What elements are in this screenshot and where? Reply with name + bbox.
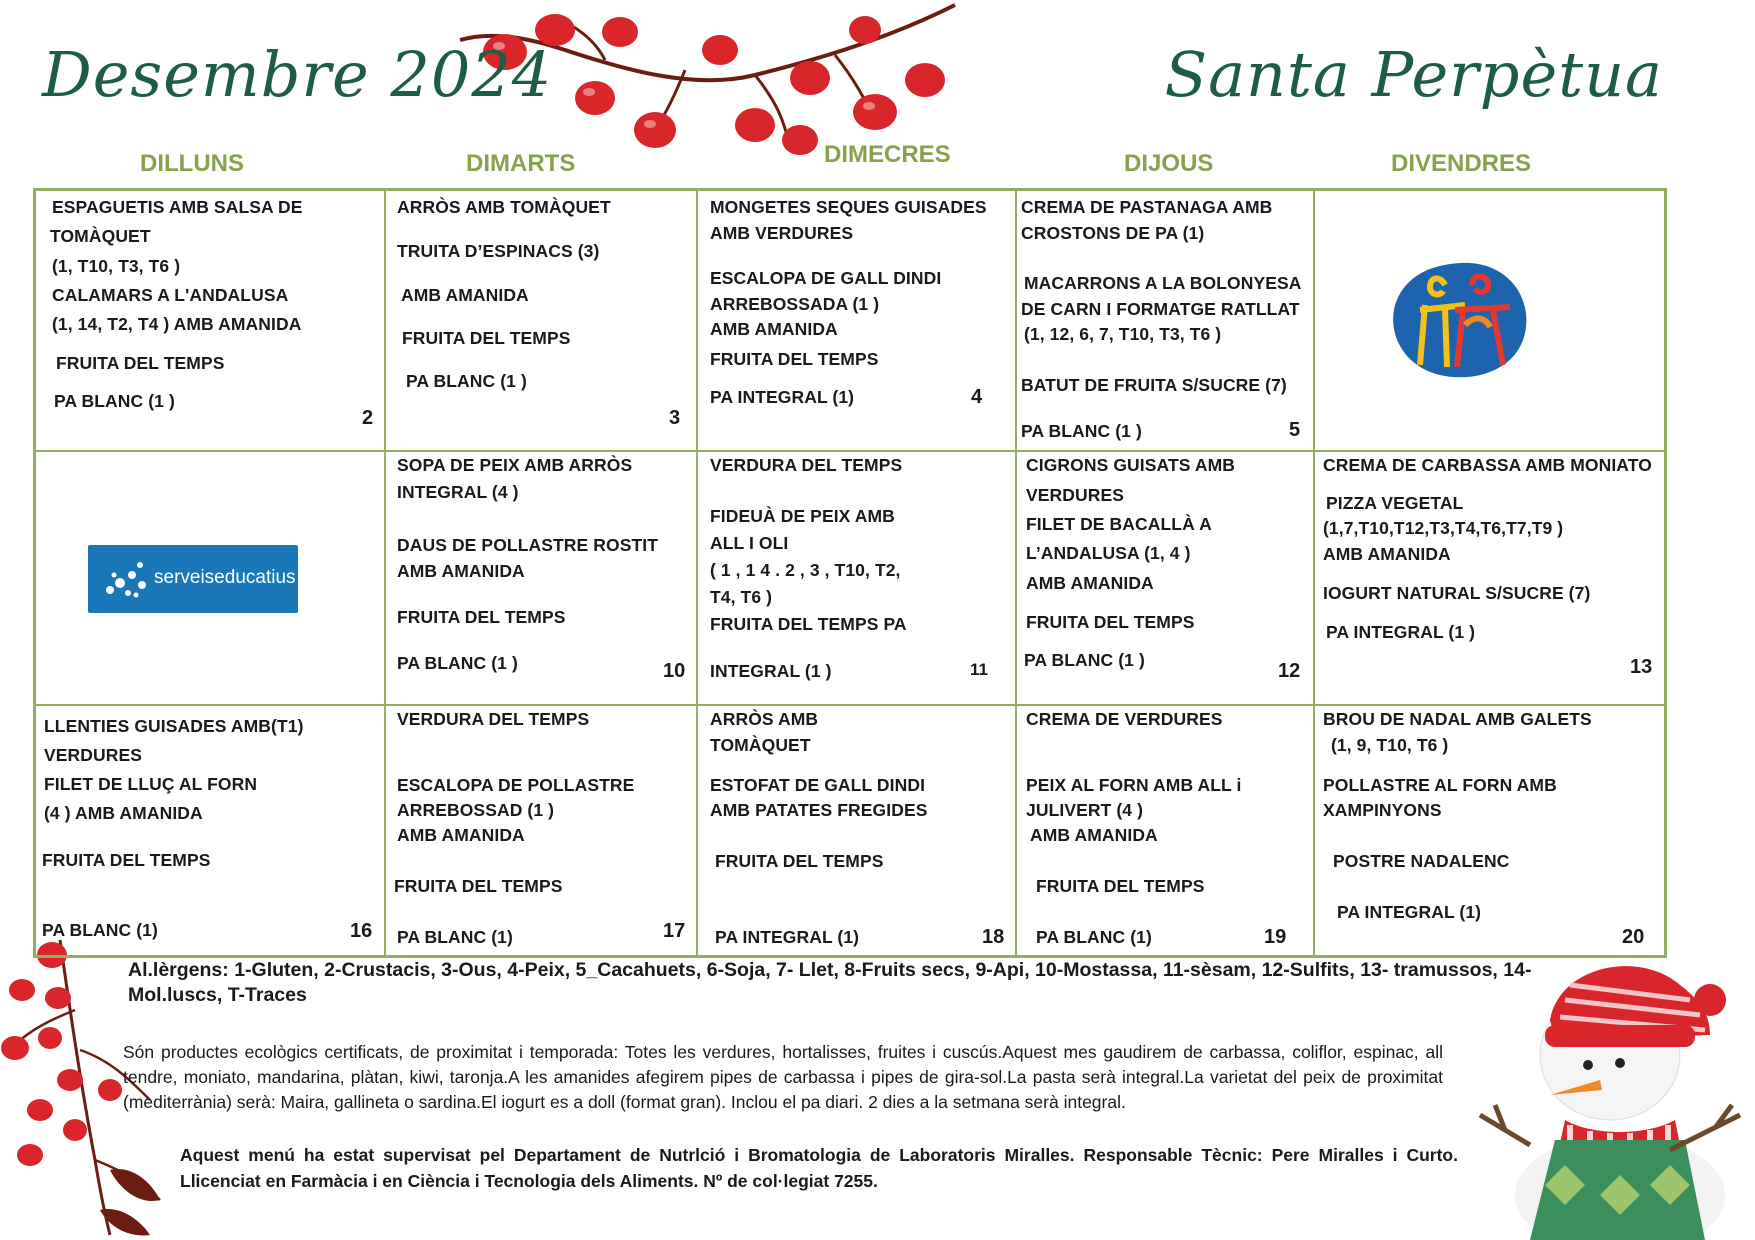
menu-line: FRUITA DEL TEMPS — [715, 851, 884, 871]
menu-line: (1, 14, T2, T4 ) AMB AMANIDA — [52, 314, 302, 334]
menu-line: ARRÒS AMB TOMÀQUET — [397, 197, 611, 217]
menu-line: ALL I OLI — [710, 533, 789, 553]
menu-line: PA INTEGRAL (1) — [710, 387, 855, 407]
menu-line: VERDURES — [1026, 485, 1125, 505]
day-number: 2 — [362, 407, 374, 429]
menu-line: CREMA DE PASTANAGA AMB — [1021, 197, 1273, 217]
menu-line: FRUITA DEL TEMPS — [1036, 876, 1205, 896]
day-header-friday: DIVENDRES — [1391, 150, 1532, 177]
day-number: 10 — [663, 660, 686, 682]
menu-line: FRUITA DEL TEMPS — [42, 850, 211, 870]
day-number: 16 — [350, 920, 373, 942]
school-logo — [1385, 255, 1535, 385]
day-header-monday: DILLUNS — [140, 150, 244, 177]
day-number: 3 — [669, 407, 681, 429]
menu-line: ESTOFAT DE GALL DINDI — [710, 775, 926, 795]
day-number: 13 — [1630, 656, 1653, 678]
menu-line: VERDURA DEL TEMPS — [397, 709, 590, 729]
menu-line: DAUS DE POLLASTRE ROSTIT — [397, 535, 659, 555]
menu-line: ESCALOPA DE POLLASTRE — [397, 775, 635, 795]
menu-line: IOGURT NATURAL S/SUCRE (7) — [1323, 583, 1591, 603]
menu-line: FILET DE LLUÇ AL FORN — [44, 774, 258, 794]
month-title: Desembre 2024 — [42, 38, 553, 111]
day-number: 5 — [1289, 419, 1301, 441]
menu-line: CIGRONS GUISATS AMB — [1026, 455, 1235, 475]
menu-line: PA INTEGRAL (1) — [715, 927, 860, 947]
menu-line: ESPAGUETIS AMB SALSA DE — [52, 197, 303, 217]
menu-line: AMB AMANIDA — [401, 285, 529, 305]
menu-line: ESCALOPA DE GALL DINDI — [710, 268, 942, 288]
eco-note: Són productes ecològics certificats, de proximitat i temporada: Totes les verdures, hortalisses, fruites i cuscús.Aquest mes gaudirem de carbassa, coliflor, espinac, all tendre, moniato, mandarina, plàtan, kiwi, taronja.A les amanides afegirem pipes de carbassa i pipes de gira-sol.La pasta serà integral.La varietat del peix de proximitat (mediterrània) serà: Maira, gallineta o sardina.El iogurt es a doll (format gran). Inclou el pa diari. 2 dies a la setmana serà integral. — [123, 1042, 1443, 1112]
menu-line: AMB PATATES FREGIDES — [710, 800, 928, 820]
menu-line: (1, 9, T10, T6 ) — [1331, 735, 1449, 755]
menu-line: FRUITA DEL TEMPS — [710, 349, 879, 369]
day-number: 19 — [1264, 926, 1287, 948]
day-number: 20 — [1622, 926, 1645, 948]
school-title: Santa Perpètua — [1164, 38, 1663, 111]
menu-line: AMB AMANIDA — [710, 319, 838, 339]
menu-line: (1,7,T10,T12,T3,T4,T6,T7,T9 ) — [1323, 518, 1564, 538]
menu-line: VERDURES — [44, 745, 143, 765]
day-number: 12 — [1278, 660, 1301, 682]
menu-line: FRUITA DEL TEMPS — [394, 876, 563, 896]
menu-line: PA BLANC (1 ) — [1021, 421, 1142, 441]
menu-line: DE CARN I FORMATGE RATLLAT — [1021, 299, 1300, 319]
menu-line: PIZZA VEGETAL — [1326, 493, 1464, 513]
menu-line: ARREBOSSADA (1 ) — [710, 294, 880, 314]
menu-line: CREMA DE CARBASSA AMB MONIATO — [1323, 455, 1652, 475]
serveis-educatius-logo — [88, 545, 298, 613]
menu-line: T4, T6 ) — [710, 587, 773, 607]
day-header-tuesday: DIMARTS — [466, 150, 576, 177]
menu-line: POLLASTRE AL FORN AMB — [1323, 775, 1557, 795]
menu-line: PA BLANC (1) — [397, 927, 513, 947]
day-number: 17 — [663, 920, 686, 942]
supervision-note: Aquest menú ha estat supervisat pel Departament de Nutrlció i Bromatologia de Laboratoris Miralles. Responsable Tècnic: Pere Miralles i Curto. Llicenciat en Farmàcia i en Ciència i Tecnologia dels Aliments. Nº de col·legiat 7255. — [180, 1145, 1458, 1191]
menu-line: AMB AMANIDA — [1323, 544, 1451, 564]
menu-line: PA BLANC (1) — [42, 920, 158, 940]
menu-line: FRUITA DEL TEMPS — [402, 328, 571, 348]
menu-line: AMB VERDURES — [710, 223, 854, 243]
menu-line: INTEGRAL (1 ) — [710, 661, 832, 681]
menu-line: MACARRONS A LA BOLONYESA — [1024, 273, 1302, 293]
allergens-legend: Al.lèrgens: 1-Gluten, 2-Crustacis, 3-Ous, 4-Peix, 5_Cacahuets, 6-Soja, 7- Llet, 8-Fruits secs, 9-Api, 10-Mostassa, 11-sèsam, 12-Sulfits, 13- tramussos, 14- Mol.luscs, T-Traces — [128, 959, 1532, 1006]
menu-line: CREMA DE VERDURES — [1026, 709, 1223, 729]
menu-line: PA BLANC (1 ) — [54, 391, 175, 411]
menu-line: BATUT DE FRUITA S/SUCRE (7) — [1021, 375, 1287, 395]
menu-line: FRUITA DEL TEMPS — [56, 353, 225, 373]
menu-line: BROU DE NADAL AMB GALETS — [1323, 709, 1592, 729]
menu-line: ARRÒS AMB — [710, 709, 819, 729]
menu-line: PA BLANC (1 ) — [406, 371, 527, 391]
menu-line: CALAMARS A L'ANDALUSA — [52, 285, 289, 305]
menu-line: PA BLANC (1 ) — [1024, 650, 1145, 670]
menu-line: VERDURA DEL TEMPS — [710, 455, 903, 475]
serveis-educatius-logo-text: serveiseducatius — [154, 567, 296, 588]
menu-line: PEIX AL FORN AMB ALL i — [1026, 775, 1242, 795]
menu-line: FRUITA DEL TEMPS PA — [710, 614, 907, 634]
day-number: 11 — [970, 660, 988, 679]
menu-line: PA INTEGRAL (1) — [1337, 902, 1482, 922]
menu-line: ARREBOSSAD (1 ) — [397, 800, 555, 820]
menu-line: FIDEUÀ DE PEIX AMB — [710, 506, 895, 526]
menu-line: (1, T10, T3, T6 ) — [52, 256, 181, 276]
menu-line: PA INTEGRAL (1 ) — [1326, 622, 1476, 642]
menu-line: SOPA DE PEIX AMB ARRÒS — [397, 455, 633, 475]
menu-line: JULIVERT (4 ) — [1026, 800, 1144, 820]
day-header-wednesday: DIMECRES — [824, 141, 951, 168]
menu-line: FRUITA DEL TEMPS — [397, 607, 566, 627]
menu-line: XAMPINYONS — [1323, 800, 1442, 820]
menu-line: AMB AMANIDA — [397, 825, 525, 845]
menu-line: (4 ) AMB AMANIDA — [44, 803, 203, 823]
menu-line: INTEGRAL (4 ) — [397, 482, 519, 502]
menu-line: PA BLANC (1 ) — [397, 653, 518, 673]
menu-line: FRUITA DEL TEMPS — [1026, 612, 1195, 632]
menu-line: TRUITA D’ESPINACS (3) — [397, 241, 600, 261]
day-number: 18 — [982, 926, 1005, 948]
day-header-thursday: DIJOUS — [1124, 150, 1214, 177]
day-number: 4 — [971, 386, 983, 408]
menu-line: TOMÀQUET — [50, 226, 151, 246]
menu-line: MONGETES SEQUES GUISADES — [710, 197, 987, 217]
menu-line: FILET DE BACALLÀ A — [1026, 514, 1212, 534]
menu-line: AMB AMANIDA — [397, 561, 525, 581]
menu-line: POSTRE NADALENC — [1333, 851, 1510, 871]
menu-line: AMB AMANIDA — [1026, 573, 1154, 593]
menu-line: AMB AMANIDA — [1030, 825, 1158, 845]
menu-line: TOMÀQUET — [710, 735, 811, 755]
menu-line: CROSTONS DE PA (1) — [1021, 223, 1205, 243]
menu-line: ( 1 , 1 4 . 2 , 3 , T10, T2, — [710, 560, 901, 580]
menu-line: (1, 12, 6, 7, T10, T3, T6 ) — [1024, 324, 1222, 344]
menu-line: LLENTIES GUISADES AMB(T1) — [44, 716, 304, 736]
menu-line: L’ANDALUSA (1, 4 ) — [1026, 543, 1191, 563]
menu-line: PA BLANC (1) — [1036, 927, 1152, 947]
